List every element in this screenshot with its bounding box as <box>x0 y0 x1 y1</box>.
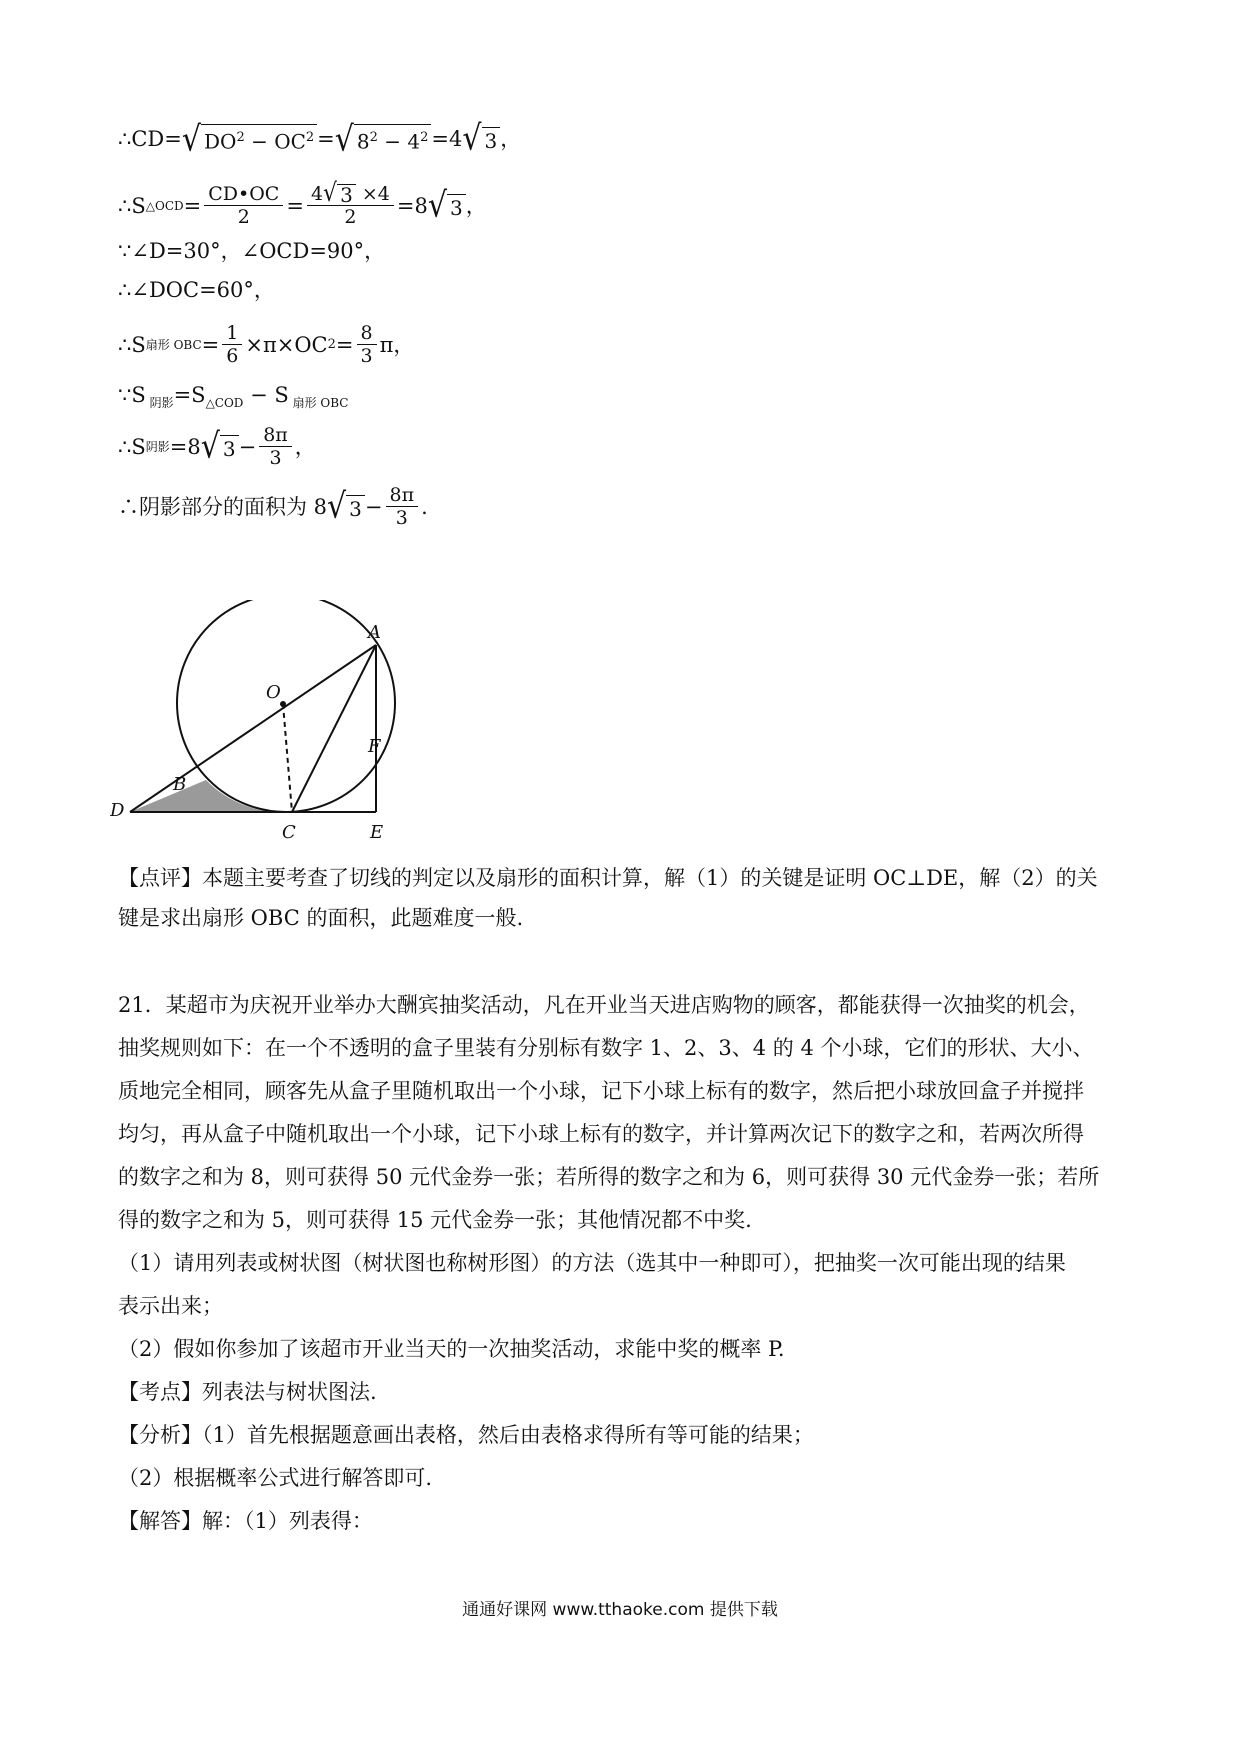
line-da <box>130 645 376 812</box>
subscript: 扇形 OBC <box>288 396 349 411</box>
subscript: 扇形 OBC <box>145 337 202 352</box>
sqrt-expression: √ 3 <box>323 183 356 205</box>
solution-line-1 <box>118 118 522 160</box>
solution-line-6 <box>118 380 348 418</box>
exponent: 2 <box>420 130 429 145</box>
text: = <box>183 193 202 218</box>
numerator: CD•OC <box>204 183 283 206</box>
text: ， <box>465 193 487 218</box>
text: − <box>238 434 257 459</box>
subscript: 阴影 <box>145 439 170 454</box>
fraction <box>357 322 377 367</box>
label-f: F <box>368 736 381 757</box>
jieda: 【解答】解：（1）列表得： <box>118 1509 373 1533</box>
numerator: 8 <box>357 322 377 345</box>
text: − 4 <box>377 129 421 154</box>
text: =4 <box>431 127 463 152</box>
exponent: 2 <box>327 336 336 352</box>
line-ac <box>292 645 376 812</box>
text: =8 <box>396 193 428 218</box>
denominator: 6 <box>226 345 239 367</box>
text: − <box>364 494 383 519</box>
label-a: A <box>368 622 381 643</box>
text: ×4 <box>355 183 390 205</box>
text: . <box>421 494 428 519</box>
fenxi-line-2: （2）根据概率公式进行解答即可. <box>118 1466 433 1490</box>
subscript: 阴影 <box>145 396 174 411</box>
text: 3 <box>447 194 466 221</box>
numerator: 1 <box>222 322 242 345</box>
text: ∴CD= <box>118 127 182 152</box>
text: 3 <box>482 127 501 154</box>
text: = <box>286 193 304 218</box>
sqrt-expression: √ $8^2 - 4^2$ <box>335 124 432 155</box>
text: = <box>201 332 220 357</box>
text: ∴S <box>118 193 146 218</box>
text: = <box>317 127 335 152</box>
sqrt-expression: √ $DO^2 - OC^2$ <box>182 124 317 155</box>
exponent: 2 <box>236 130 245 145</box>
text: =8 <box>169 434 201 459</box>
text: 3 <box>337 184 356 205</box>
fraction <box>386 484 419 529</box>
numerator: 8π <box>386 484 419 507</box>
label-o: O <box>266 682 281 703</box>
solution-line-7 <box>118 424 316 469</box>
comment-line-2: 键是求出扇形 OBC 的面积，此题难度一般. <box>118 906 524 930</box>
question-2: （2）假如你参加了该超市开业当天的一次抽奖活动，求能中奖的概率 P. <box>118 1337 785 1361</box>
fraction <box>222 322 242 367</box>
footer: 通通好课网 www.tthaoke.com 提供下载 <box>462 1600 778 1620</box>
fenxi-line-1: 【分析】（1）首先根据题意画出表格，然后由表格求得所有等可能的结果； <box>118 1423 814 1447</box>
label-c: C <box>282 822 296 840</box>
denominator: 2 <box>344 206 357 228</box>
solution-line-4: ∴∠DOC=60°， <box>118 278 275 302</box>
denominator: 3 <box>395 507 408 529</box>
question-1-line-2: 表示出来； <box>118 1294 223 1318</box>
problem-line-2: 抽奖规则如下：在一个不透明的盒子里装有分别标有数字 1、2、3、4 的 4 个小球，它们的形状、大小、 <box>118 1036 1094 1060</box>
kaodian: 【考点】列表法与树状图法. <box>118 1380 377 1404</box>
sqrt-expression: √ 3 <box>462 124 500 154</box>
text: ∴阴影部分的面积为 8 <box>118 494 328 519</box>
text: ∴S <box>118 332 146 357</box>
exponent: 2 <box>305 130 315 145</box>
text: π， <box>379 332 415 357</box>
problem-line-6: 得的数字之和为 5，则可获得 15 元代金券一张；其他情况都不中奖. <box>118 1208 752 1232</box>
text: ， <box>500 127 522 152</box>
text: = <box>335 332 354 357</box>
geometry-figure <box>110 600 450 840</box>
denominator: 2 <box>237 206 250 228</box>
text: DO <box>204 129 237 154</box>
exponent: 2 <box>369 130 378 145</box>
fraction <box>259 424 292 469</box>
label-e: E <box>370 822 384 840</box>
text: 8 <box>356 129 370 154</box>
label-b: B <box>173 774 187 795</box>
sqrt-expression: √ 3 <box>327 492 365 522</box>
text: ∴S <box>118 434 146 459</box>
denominator: 3 <box>269 447 282 469</box>
problem-line-1: 21．某超市为庆祝开业举办大酬宾抽奖活动，凡在开业当天进店购物的顾客，都能获得一次抽奖的机会， <box>118 993 1090 1017</box>
denominator: 3 <box>360 345 373 367</box>
subscript: △OCD <box>145 198 184 213</box>
line-oc-dashed <box>283 704 292 812</box>
text: ， <box>294 434 316 459</box>
solution-line-5 <box>118 322 414 367</box>
subscript: △COD <box>205 396 244 411</box>
question-1-line-1: （1）请用列表或树状图（树状图也称树形图）的方法（选其中一种即可），把抽奖一次可能出现的结果 <box>118 1251 1066 1275</box>
text: 4 <box>310 183 324 205</box>
solution-line-8 <box>118 484 428 529</box>
problem-21 <box>118 984 1128 1543</box>
label-d: D <box>110 800 125 821</box>
text: ∵S <box>118 383 146 407</box>
text: 3 <box>346 495 365 522</box>
text: − OC <box>244 129 306 154</box>
comment-line-1: 【点评】本题主要考查了切线的判定以及扇形的面积计算，解（1）的关键是证明 OC⊥DE，解（2）的关 <box>118 866 1098 890</box>
numerator: 8π <box>259 424 292 447</box>
problem-line-5: 的数字之和为 8，则可获得 50 元代金券一张；若所得的数字之和为 6，则可获得 30 元代金券一张；若所 <box>118 1165 1100 1189</box>
fraction <box>307 179 394 228</box>
text: =S <box>173 383 206 407</box>
fraction <box>204 183 283 228</box>
text: ×π×OC <box>245 332 328 357</box>
solution-line-3: ∵∠D=30°，∠OCD=90°， <box>118 239 386 263</box>
comment-paragraph <box>118 858 1128 938</box>
sqrt-expression: √ 3 <box>428 191 466 221</box>
problem-line-3: 质地完全相同，顾客先从盒子里随机取出一个小球，记下小球上标有的数字，然后把小球放回盒子并搅拌 <box>118 1079 1084 1103</box>
center-point <box>280 701 286 707</box>
solution-line-2 <box>118 179 487 228</box>
problem-line-4: 均匀，再从盒子中随机取出一个小球，记下小球上标有的数字，并计算两次记下的数字之和，若两次所得 <box>118 1122 1084 1146</box>
text: − S <box>243 383 289 407</box>
sqrt-expression: √ 3 <box>201 432 239 462</box>
numerator <box>307 179 394 208</box>
text: 3 <box>220 435 239 462</box>
